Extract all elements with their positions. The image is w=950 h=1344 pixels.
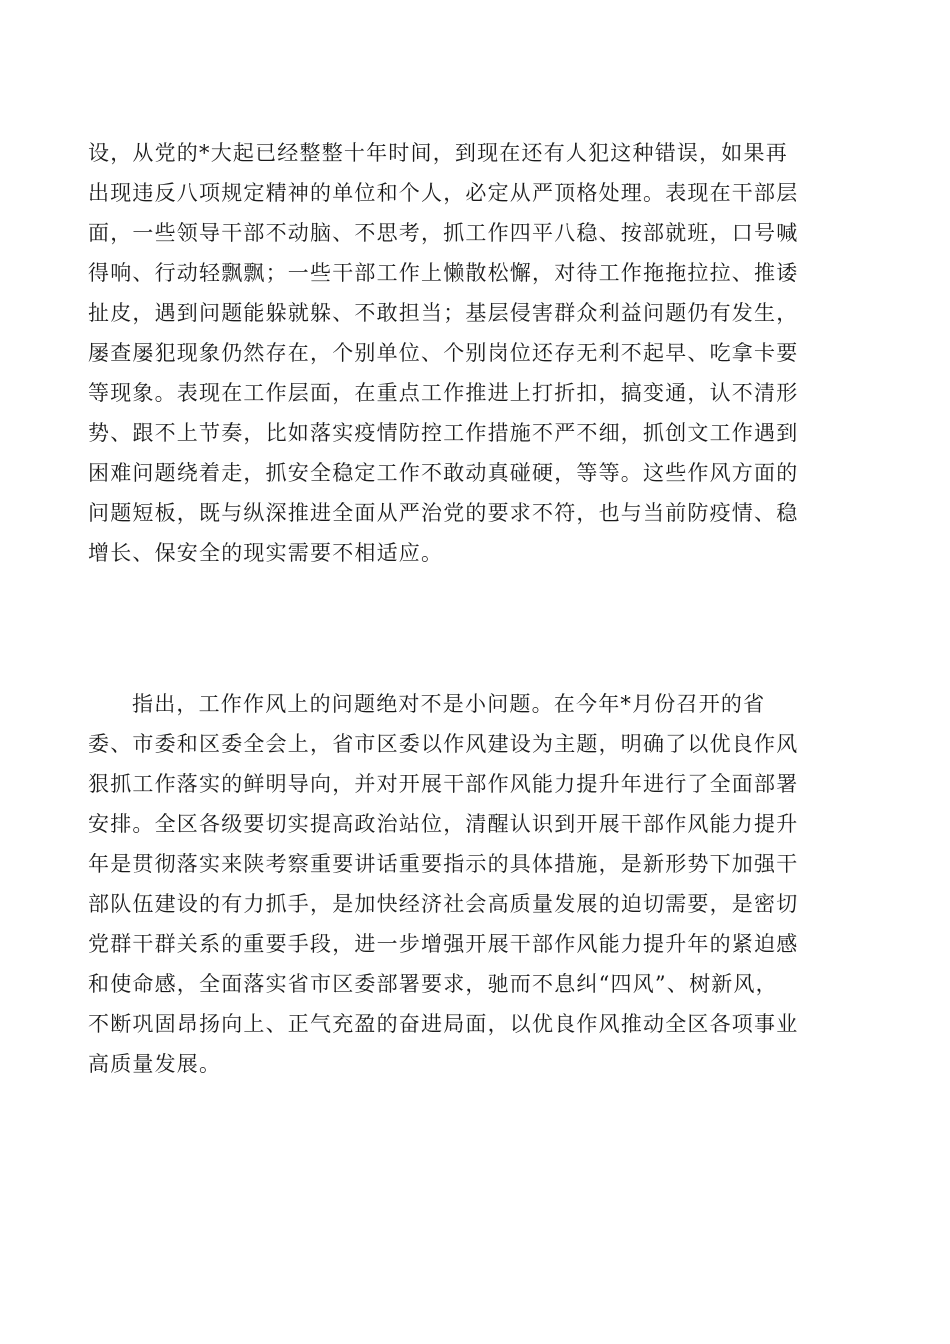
paragraph-line: 党群干群关系的重要手段，进一步增强开展干部作风能力提升年的紧迫感 (88, 932, 799, 956)
paragraph-line: 出现违反八项规定精神的单位和个人，必定从严顶格处理。表现在干部层 (88, 181, 799, 205)
paragraph-line: 面，一些领导干部不动脑、不思考，抓工作四平八稳、按部就班，口号喊 (88, 221, 799, 245)
paragraph-line: 屡查屡犯现象仍然存在，个别单位、个别岗位还存无利不起早、吃拿卡要 (88, 341, 799, 365)
paragraph-line: 和使命感，全面落实省市区委部署要求，驰而不息纠“四风”、树新风， (88, 972, 778, 996)
paragraph-line: 年是贯彻落实来陕考察重要讲话重要指示的具体措施，是新形势下加强干 (88, 852, 799, 876)
paragraph-2 (88, 684, 860, 1084)
paragraph-line: 增长、保安全的现实需要不相适应。 (88, 541, 444, 565)
paragraph-line: 狠抓工作落实的鲜明导向，并对开展干部作风能力提升年进行了全面部署 (88, 772, 799, 796)
paragraph-line: 设，从党的*大起已经整整十年时间，到现在还有人犯这种错误，如果再 (88, 141, 788, 165)
paragraph-line: 委、市委和区委全会上，省市区委以作风建设为主题，明确了以优良作风 (88, 732, 799, 756)
paragraph-line: 势、跟不上节奏，比如落实疫情防控工作措施不严不细，抓创文工作遇到 (88, 421, 799, 445)
paragraph-line: 得响、行动轻飘飘；一些干部工作上懒散松懈，对待工作拖拖拉拉、推诿 (88, 261, 799, 285)
paragraph-line: 等现象。表现在工作层面，在重点工作推进上打折扣，搞变通，认不清形 (88, 381, 799, 405)
paragraph-line: 问题短板，既与纵深推进全面从严治党的要求不符，也与当前防疫情、稳 (88, 501, 799, 525)
paragraph-line: 部队伍建设的有力抓手，是加快经济社会高质量发展的迫切需要，是密切 (88, 892, 799, 916)
paragraph-line: 高质量发展。 (88, 1052, 222, 1076)
paragraph-line: 不断巩固昂扬向上、正气充盈的奋进局面，以优良作风推动全区各项事业 (88, 1012, 799, 1036)
paragraph-line: 安排。全区各级要切实提高政治站位，清醒认识到开展干部作风能力提升 (88, 812, 799, 836)
paragraph-line: 困难问题绕着走，抓安全稳定工作不敢动真碰硬，等等。这些作风方面的 (88, 461, 799, 485)
paragraph-1 (88, 133, 860, 573)
paragraph-line: 指出，工作作风上的问题绝对不是小问题。在今年*月份召开的省 (132, 692, 766, 716)
paragraph-line: 扯皮，遇到问题能躲就躲、不敢担当；基层侵害群众利益问题仍有发生， (88, 301, 799, 325)
